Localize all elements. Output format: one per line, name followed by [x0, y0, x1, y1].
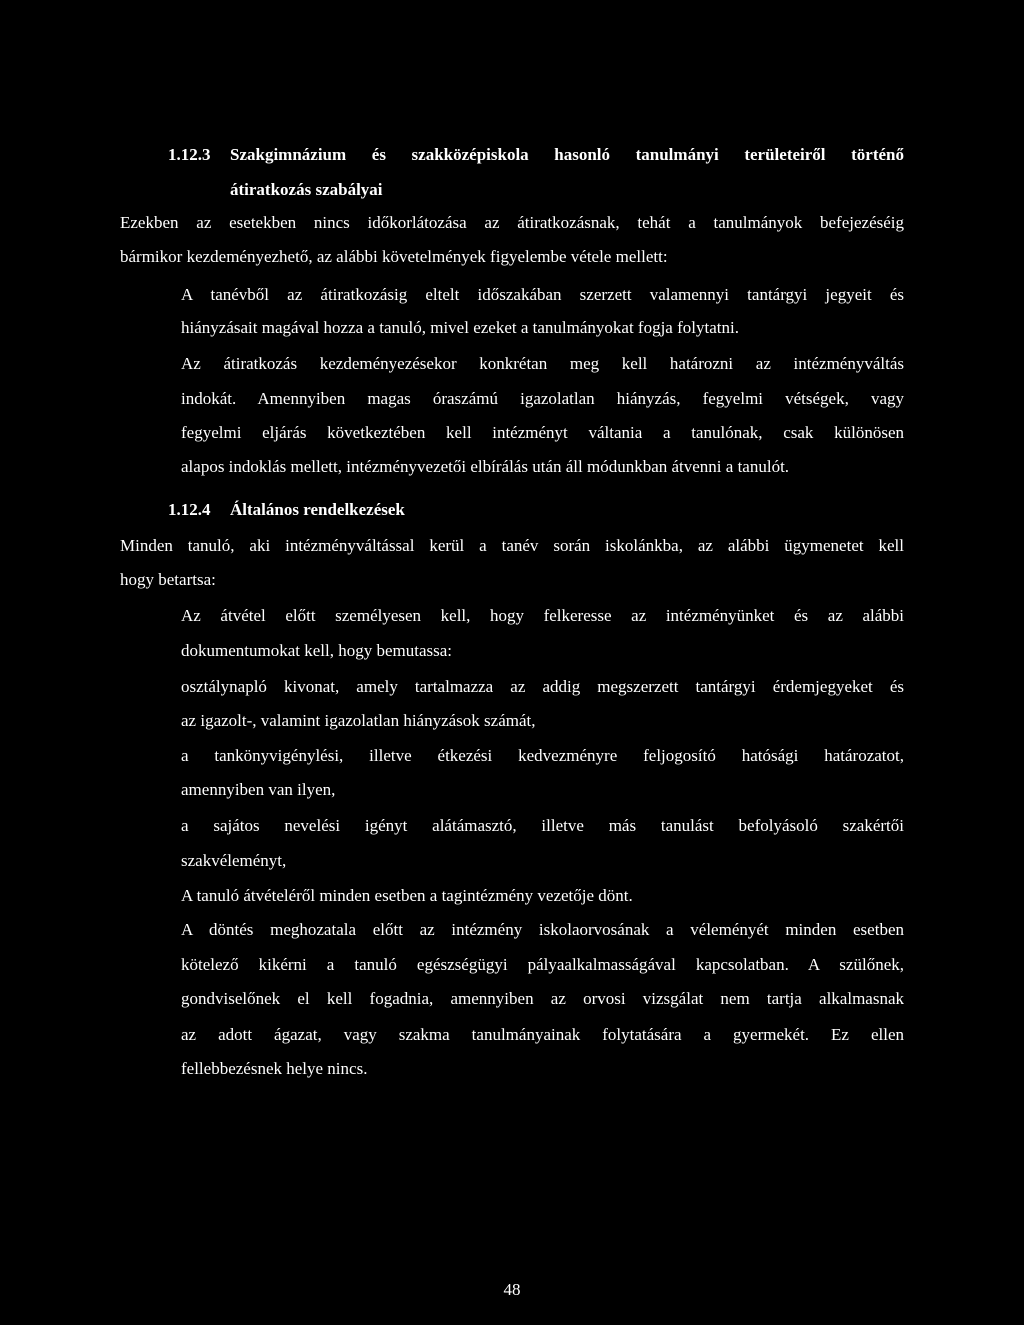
- list-item-line: kötelező kikérni a tanuló egészségügyi pályaalkalmasságával kapcsolatban. A szülőnek,: [181, 955, 904, 974]
- paragraph-line: Minden tanuló, aki intézményváltással kerül a tanév során iskolánkba, az alábbi ügymenetet kell: [120, 536, 904, 555]
- list-item-line: osztálynapló kivonat, amely tartalmazza az addig megszerzett tantárgyi érdemjegyeket és: [181, 677, 904, 696]
- list-item-line: gondviselőnek el kell fogadnia, amennyiben az orvosi vizsgálat nem tartja alkalmasnak: [181, 989, 904, 1008]
- list-item-line: az igazolt-, valamint igazolatlan hiányzások számát,: [181, 711, 536, 730]
- section-number: 1.12.4: [168, 500, 211, 519]
- paragraph-line: Ezekben az esetekben nincs időkorlátozása az átiratkozásnak, tehát a tanulmányok befejezéséig: [120, 213, 904, 232]
- list-item-line: dokumentumokat kell, hogy bemutassa:: [181, 641, 453, 660]
- section-heading-1-12-3: [168, 144, 904, 166]
- section-title-line-2: átiratkozás szabályai: [230, 180, 383, 199]
- section-number: 1.12.3: [168, 145, 211, 164]
- section-title: Általános rendelkezések: [230, 500, 405, 519]
- list-item-line: fellebbezésnek helye nincs.: [181, 1059, 368, 1078]
- paragraph-line: hogy betartsa:: [120, 570, 216, 589]
- list-item-line: a sajátos nevelési igényt alátámasztó, illetve más tanulást befolyásoló szakértői: [181, 816, 904, 835]
- list-item-line: A döntés meghozatala előtt az intézmény iskolaorvosának a véleményét minden esetben: [181, 920, 904, 939]
- paragraph-line: bármikor kezdeményezhető, az alábbi követelmények figyelembe vétele mellett:: [120, 247, 668, 266]
- list-item-line: az adott ágazat, vagy szakma tanulmányainak folytatására a gyermekét. Ez ellen: [181, 1025, 904, 1044]
- list-item-line: szakvéleményt,: [181, 851, 287, 870]
- list-item-line: indokát. Amennyiben magas óraszámú igazolatlan hiányzás, fegyelmi vétségek, vagy: [181, 389, 904, 408]
- list-item-line: Az átiratkozás kezdeményezésekor konkrétan meg kell határozni az intézményváltás: [181, 354, 904, 373]
- section-title-line-1: Szakgimnázium és szakközépiskola hasonló tanulmányi területeiről történő: [230, 145, 904, 164]
- list-item-line: amennyiben van ilyen,: [181, 780, 336, 799]
- list-item-line: alapos indoklás mellett, intézményvezetői elbírálás után áll módunkban átvenni a tanulót.: [181, 457, 790, 476]
- list-item-line: a tankönyvigénylési, illetve étkezési kedvezményre feljogosító hatósági határozatot,: [181, 746, 904, 765]
- section-heading-1-12-4: [168, 499, 405, 521]
- page-number: 48: [503, 1280, 521, 1299]
- list-item-line: fegyelmi eljárás következtében kell intézményt váltania a tanulónak, csak különösen: [181, 423, 904, 442]
- list-item-line: A tanuló átvételéről minden esetben a tagintézmény vezetője dönt.: [181, 886, 633, 905]
- list-item-line: hiányzásait magával hozza a tanuló, mivel ezeket a tanulmányokat fogja folytatni.: [181, 318, 739, 337]
- list-item-line: Az átvétel előtt személyesen kell, hogy felkeresse az intézményünket és az alábbi: [181, 606, 904, 625]
- list-item-line: A tanévből az átiratkozásig eltelt időszakában szerzett valamennyi tantárgyi jegyeit és: [181, 285, 904, 304]
